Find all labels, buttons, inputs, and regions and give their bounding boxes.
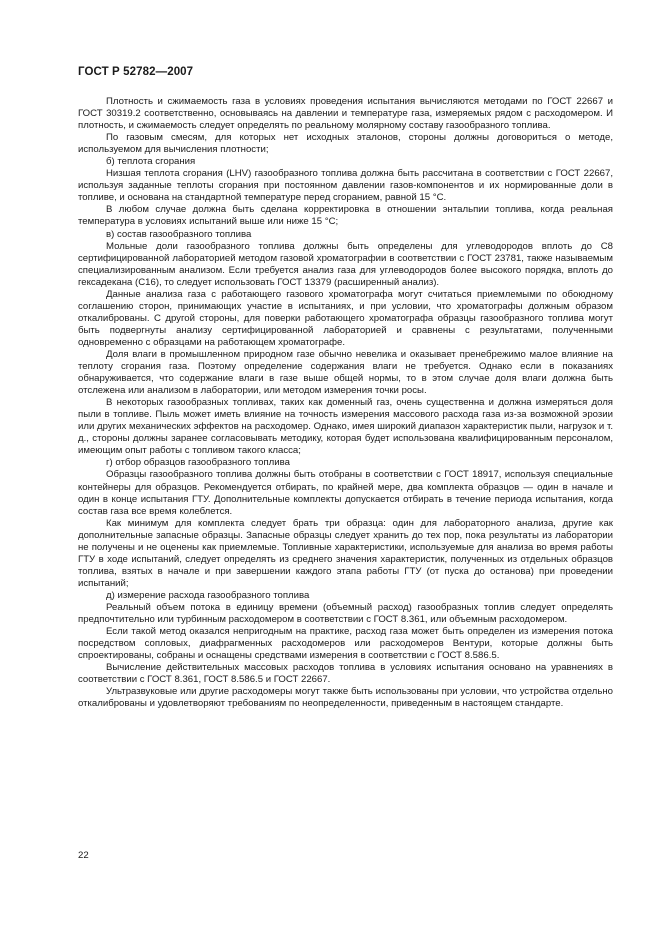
- paragraph: Низшая теплота сгорания (LHV) газообразного топлива должна быть рассчитана в соответствии с ГОСТ 22667, используя заданные теплоты сгорания при постоянном давлении газов-компонентов и их нормированные доли в топливе, и основана на стандартной температуре перед сгоранием, равной 15 °С.: [78, 168, 613, 204]
- paragraph: Данные анализа газа с работающего газового хроматографа могут считаться приемлемыми по обоюдному соглашению сторон, принимающих участие в испытаниях, и при условии, что хроматографы должным образом откалиброваны. С другой стороны, для поверки работающего хроматографа образцы газообразного топлива могут быть подвергнуты анализу сертифицированной лабораторией и сравнены с результатами, полученными одновременно с образцами на работающем хроматографе.: [78, 288, 613, 348]
- list-item-heading: д) измерение расхода газообразного топлива: [106, 589, 310, 601]
- document-header: ГОСТ Р 52782—2007: [78, 66, 194, 78]
- paragraph: Плотность и сжимаемость газа в условиях проведения испытания вычисляются методами по ГОСТ 22667 и ГОСТ 30319.2 соответственно, основываясь на давлении и температуре газа, измеряемых рядом с расходомером. И плотность, и сжимаемость следует определять по реальному молярному составу газообразного топлива.: [78, 96, 613, 132]
- list-item-heading: в) состав газообразного топлива: [106, 228, 252, 240]
- paragraph: Как минимум для комплекта следует брать три образца: один для лабораторного анализа, другие как дополнительные запасные образцы. Запасные образцы следует хранить до тех пор, пока результаты из лаборатории не получены и не оценены как приемлемые. Топливные характеристики, используемые для анализа во время работы ГТУ в ходе испытаний, следует определять из среднего значения характеристик, полученных из отдельных образцов топлива, взятых в начале и при завершении каждого этапа работы ГТУ (от пуска до останова) при проведении испытаний;: [78, 517, 613, 589]
- document-body: [78, 96, 613, 710]
- paragraph: Ультразвуковые или другие расходомеры могут также быть использованы при условии, что устройства отдельно откалиброваны и удовлетворяют требованиям по неопределенности, приведенным в настоящем стандарте.: [78, 686, 613, 710]
- list-item-heading: г) отбор образцов газообразного топлива: [106, 457, 290, 469]
- paragraph: Доля влаги в промышленном природном газе обычно невелика и оказывает пренебрежимо малое влияние на теплоту сгорания газа. Поэтому определение содержания влаги не требуется. Однако если в показаниях обнаруживается, что содержание влаги в газе выше общей нормы, то в этом случае доля влаги должна быть отслежена или анализом в лаборатории, или методом измерения точки росы.: [78, 348, 613, 397]
- paragraph: В некоторых газообразных топливах, таких как доменный газ, очень существенна и должна измеряться доля пыли в топливе. Пыль может иметь влияние на точность измерения массового расхода газа из-за возможной эрозии или других механических эффектов на расходомер. Однако, имея широкий диапазон характеристик пыли, нагрузок и т. д., стороны должны заранее согласовывать методику, которая будет использована квалифицированным персоналом, имеющим опыт работы с топливом такого класса;: [78, 397, 613, 457]
- paragraph: По газовым смесям, для которых нет исходных эталонов, стороны должны договориться о методе, используемом для вычисления плотности;: [78, 132, 613, 156]
- paragraph: Вычисление действительных массовых расходов топлива в условиях испытания основано на уравнениях в соответствии с ГОСТ 8.361, ГОСТ 8.586.5 и ГОСТ 22667.: [78, 662, 613, 686]
- paragraph: Реальный объем потока в единицу времени (объемный расход) газообразных топлив следует определять предпочтительно или турбинным расходомером в соответствии с ГОСТ 8.361, или объемным расходомером.: [78, 601, 613, 626]
- page-number: 22: [78, 850, 89, 861]
- list-item-heading: б) теплота сгорания: [106, 156, 196, 168]
- paragraph: Если такой метод оказался непригодным на практике, расход газа может быть определен из измерения потока посредством сопловых, диафрагменных расходомеров или расходомеров Вентури, которые должны быть спроектированы, собраны и оснащены средствами измерения в соответствии с ГОСТ 8.586.5.: [78, 626, 613, 662]
- paragraph: В любом случае должна быть сделана корректировка в отношении энтальпии топлива, когда реальная температура в условиях испытаний выше или ниже 15 °С;: [78, 204, 613, 228]
- paragraph: Образцы газообразного топлива должны быть отобраны в соответствии с ГОСТ 18917, используя специальные контейнеры для образцов. Рекомендуется отбирать, по крайней мере, два комплекта образцов — один в начале и один в конце испытания ГТУ. Дополнительные комплекты допускается отбирать в течение периода испытания, когда состав газа все время колеблется.: [78, 469, 613, 517]
- paragraph: Мольные доли газообразного топлива должны быть определены для углеводородов вплоть до С8 сертифицированной лабораторией методом газовой хроматографии в соответствии с ГОСТ 23781, также называемым специализированным анализом. Если требуется анализ газа для углеводородов более высокого порядка, вплоть до гексадекана (С16), то следует использовать ГОСТ 13379 (расширенный анализ).: [78, 240, 613, 288]
